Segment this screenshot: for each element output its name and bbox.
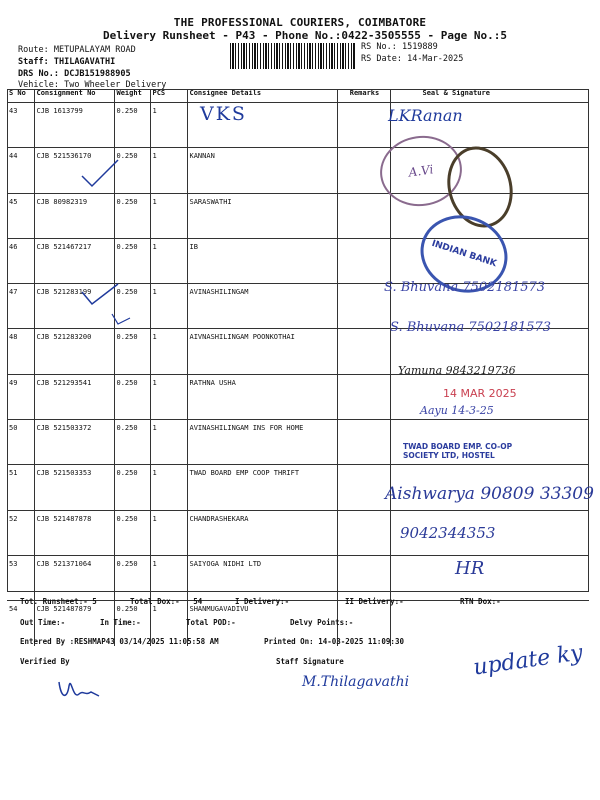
date-stamp: 14 MAR 2025	[443, 387, 517, 400]
weight-cell: 0.250	[114, 601, 150, 646]
sno-cell: 43	[7, 103, 34, 148]
rs-no-label: RS No.:	[361, 42, 397, 52]
seal-signature-cell	[390, 601, 589, 646]
weight-cell: 0.250	[114, 284, 150, 329]
handwritten-sig-row47: S. Bhuvana 7502181573	[384, 280, 546, 295]
handwritten-staff-signature: M.Thilagavathi	[302, 674, 410, 690]
twad-stamp-line2: SOCIETY LTD, HOSTEL	[403, 451, 495, 460]
col-seal-signature: Seal & Signature	[390, 89, 589, 103]
delvy-points-label: Delvy Points:-	[290, 618, 354, 627]
consignee-cell: SHANMUGAVADIVU	[187, 601, 337, 646]
consignment-cell: CJB 521467217	[34, 238, 114, 283]
staff-value: THILAGAVATHI	[53, 57, 116, 67]
drs-line	[18, 69, 131, 79]
weight-cell: 0.250	[114, 420, 150, 465]
sno-cell: 50	[7, 420, 34, 465]
consignment-cell: CJB 521503353	[34, 465, 114, 510]
pcs-cell: 1	[150, 555, 187, 600]
verified-signature-icon	[55, 672, 105, 704]
rs-date-label: RS Date:	[361, 54, 402, 64]
total-dox	[130, 597, 202, 606]
total-pod-label: Total POD:-	[186, 618, 236, 627]
sno-cell: 49	[7, 374, 34, 419]
table-row	[7, 510, 589, 555]
remarks-cell	[337, 238, 390, 283]
total-dox-label: Total Dox:-	[130, 597, 180, 606]
drs-label: DRS No.:	[18, 69, 59, 79]
consignment-cell: CJB 521283200	[34, 329, 114, 374]
in-time-label: In Time:-	[100, 618, 141, 627]
staff-line	[18, 57, 115, 67]
consignee-cell: AIVNASHILINGAM POONKOTHAI	[187, 329, 337, 374]
company-title: THE PROFESSIONAL COURIERS, COIMBATORE	[173, 16, 427, 29]
remarks-cell	[337, 510, 390, 555]
remarks-cell	[337, 103, 390, 148]
consignment-cell: CJB 521283199	[34, 284, 114, 329]
consignee-cell: SARASWATHI	[187, 193, 337, 238]
i-delivery-label: I Delivery:-	[235, 597, 290, 606]
rs-date-value: 14-Mar-2025	[407, 54, 464, 64]
pcs-cell: 1	[150, 510, 187, 555]
consignee-cell: CHANDRASHEKARA	[187, 510, 337, 555]
pcs-cell: 1	[150, 601, 187, 646]
sno-cell: 44	[7, 148, 34, 193]
rs-no-value: 1519889	[401, 42, 438, 52]
tot-runsheet-label: Tot. Runsheet:-	[20, 597, 88, 606]
sno-cell: 45	[7, 193, 34, 238]
route-value: METUPALAYAM ROAD	[53, 45, 136, 55]
drs-value: DCJB151988905	[64, 69, 131, 79]
consignee-cell: AVINASHILINGAM	[187, 284, 337, 329]
sno-cell: 47	[7, 284, 34, 329]
printed-on	[264, 637, 404, 646]
table-header-row	[7, 89, 589, 103]
consignment-cell: CJB 80982319	[34, 193, 114, 238]
consignee-cell: IB	[187, 238, 337, 283]
tot-runsheet-value: 5	[92, 597, 97, 606]
weight-cell: 0.250	[114, 148, 150, 193]
printed-on-label: Printed On:	[264, 637, 314, 646]
sno-cell: 53	[7, 555, 34, 600]
checkmark-icon	[80, 282, 120, 306]
weight-cell: 0.250	[114, 555, 150, 600]
pcs-cell: 1	[150, 465, 187, 510]
route-label: Route:	[18, 45, 49, 55]
pcs-cell: 1	[150, 238, 187, 283]
remarks-cell	[337, 420, 390, 465]
twad-stamp	[403, 442, 512, 460]
vehicle-value: Two Wheeler Delivery	[64, 80, 167, 90]
consignment-cell: CJB 521503372	[34, 420, 114, 465]
handwritten-sig-row50: Aayu 14-3-25	[420, 404, 494, 417]
weight-cell: 0.250	[114, 103, 150, 148]
remarks-cell	[337, 193, 390, 238]
sno-cell: 52	[7, 510, 34, 555]
rs-date-line	[361, 54, 463, 64]
weight-cell: 0.250	[114, 510, 150, 555]
sno-cell: 48	[7, 329, 34, 374]
tot-runsheet	[20, 597, 97, 606]
vehicle-label: Vehicle:	[18, 80, 59, 90]
seal-stamp-indian-bank-text: INDIAN BANK	[430, 238, 498, 270]
rs-no-line	[361, 42, 438, 52]
col-weight: Weight	[114, 89, 150, 103]
barcode	[230, 43, 355, 69]
checkmark-icon	[110, 312, 132, 326]
pcs-cell: 1	[150, 420, 187, 465]
handwritten-sig-row48: S. Bhuvana 7502181573	[390, 320, 552, 335]
checkmark-icon	[78, 156, 122, 190]
consignment-cell: CJB 521487878	[34, 510, 114, 555]
handwritten-sig-row53: 9042344353	[400, 524, 496, 542]
pcs-cell: 1	[150, 193, 187, 238]
consignee-cell: KANNAN	[187, 148, 337, 193]
handwritten-sig-row54: HR	[455, 558, 485, 579]
twad-stamp-line1: TWAD BOARD EMP. CO-OP	[403, 442, 513, 451]
remarks-cell	[337, 555, 390, 600]
pcs-cell: 1	[150, 374, 187, 419]
remarks-cell	[337, 329, 390, 374]
weight-cell: 0.250	[114, 465, 150, 510]
route-line	[18, 45, 136, 55]
sno-cell: 54	[7, 601, 34, 646]
entered-by	[20, 637, 219, 646]
ii-delivery-label: II Delivery:-	[345, 597, 404, 606]
weight-cell: 0.250	[114, 329, 150, 374]
consignment-cell: CJB 521536170	[34, 148, 114, 193]
handwritten-sig-row43: LKRanan	[388, 106, 463, 125]
total-dox-value: 54	[193, 597, 203, 606]
consignee-cell: RATHNA USHA	[187, 374, 337, 419]
weight-cell: 0.250	[114, 238, 150, 283]
col-consignment: Consignment No	[34, 89, 114, 103]
remarks-cell	[337, 465, 390, 510]
pcs-cell: 1	[150, 329, 187, 374]
table-row	[7, 103, 589, 148]
entered-by-value: RESHMAP43 03/14/2025 11:05:58 AM	[74, 637, 219, 646]
col-remarks: Remarks	[337, 89, 390, 103]
out-time-label: Out Time:-	[20, 618, 66, 627]
pcs-cell: 1	[150, 148, 187, 193]
remarks-cell	[337, 374, 390, 419]
rtn-dox-label: RTN Dox:-	[460, 597, 501, 606]
weight-cell: 0.250	[114, 193, 150, 238]
consignment-cell: CJB 1613799	[34, 103, 114, 148]
consignee-cell: TWAD BOARD EMP COOP THRIFT	[187, 465, 337, 510]
remarks-cell	[337, 284, 390, 329]
col-pcs: PCS	[150, 89, 187, 103]
runsheet-title: Delivery Runsheet - P43 - Phone No.:0422-3505555 - Page No.:5	[103, 29, 507, 42]
staff-label: Staff:	[18, 57, 49, 67]
seal-stamp-row44-text: A.Vi	[407, 162, 435, 180]
handwritten-sig-row49: Yamuna 9843219736	[398, 364, 516, 377]
consignee-cell: AVINASHILINGAM INS FOR HOME	[187, 420, 337, 465]
entered-by-label: Entered By :	[20, 637, 75, 646]
weight-cell: 0.250	[114, 374, 150, 419]
col-sno: S No	[7, 89, 34, 103]
pcs-cell: 1	[150, 284, 187, 329]
seal-signature-cell	[390, 555, 589, 600]
table-row	[7, 555, 589, 600]
staff-signature-label: Staff Signature	[276, 657, 344, 666]
consignment-cell: CJB 521487879	[34, 601, 114, 646]
sno-cell: 46	[7, 238, 34, 283]
consignee-cell: SAIYOGA NIDHI LTD	[187, 555, 337, 600]
sno-cell: 51	[7, 465, 34, 510]
consignment-cell: CJB 521293541	[34, 374, 114, 419]
handwritten-vks: VKS	[200, 103, 247, 125]
pcs-cell: 1	[150, 103, 187, 148]
col-consignee: Consignee Details	[187, 89, 337, 103]
printed-on-value: 14-03-2025 11:09:30	[318, 637, 404, 646]
verified-by-label: Verified By	[20, 657, 70, 666]
handwritten-sig-row52: Aishwarya 90809 33309	[385, 484, 594, 504]
consignment-cell: CJB 521371064	[34, 555, 114, 600]
handwritten-update-note: update ky	[471, 640, 585, 681]
